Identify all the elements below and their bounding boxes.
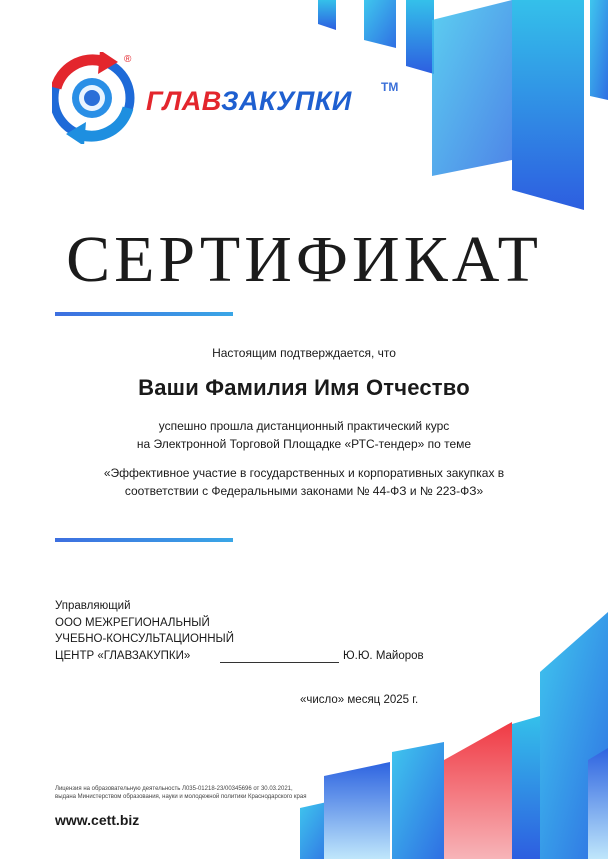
org-line-1: ООО МЕЖРЕГИОНАЛЬНЫЙ: [55, 617, 210, 629]
registered-mark: ®: [124, 54, 132, 65]
stripe-top-5: [512, 0, 584, 210]
course-line-1: успешно прошла дистанционный практический курс: [158, 419, 450, 433]
stripe-top-1: [318, 0, 336, 30]
divider-bottom: [55, 538, 233, 542]
recipient-name: Ваши Фамилия Имя Отчество: [138, 375, 470, 400]
topic-line-2: соответствии с Федеральными законами № 44-ФЗ и № 223-ФЗ»: [124, 484, 484, 498]
course-line-2: на Электронной Торговой Площадке «РТС-тендер» по теме: [136, 437, 472, 451]
stripe-top-2: [364, 0, 396, 48]
signer-role: Управляющий: [55, 600, 131, 612]
signature-line: [220, 662, 339, 663]
brand-name-part2: ЗАКУПКИ: [221, 86, 352, 116]
website-link[interactable]: www.cett.biz: [55, 812, 140, 828]
stripe-bottom-4: [512, 716, 540, 859]
issue-date: «число» месяц 2025 г.: [300, 694, 419, 706]
divider-top: [55, 312, 233, 316]
confirm-text: Настоящим подтверждается, что: [212, 346, 396, 360]
stripe-bottom-2: [324, 762, 390, 859]
license-line-2: выдана Министерством образования, науки и молодежной политики Краснодарского края: [55, 794, 307, 800]
signer-name: Ю.Ю. Майоров: [343, 650, 424, 662]
stripe-top-6: [590, 0, 608, 100]
org-line-2: УЧЕБНО-КОНСУЛЬТАЦИОННЫЙ: [55, 633, 234, 645]
stripe-bottom-3: [392, 742, 444, 859]
brand-name: [146, 86, 352, 117]
org-line-3: ЦЕНТР «ГЛАВЗАКУПКИ»: [55, 650, 191, 662]
trademark-mark: TM: [381, 80, 399, 94]
stripe-top-4: [432, 0, 512, 176]
certificate-title: СЕРТИФИКАТ: [66, 223, 542, 296]
license-line-1: Лицензия на образовательную деятельность Л035-01218-23/00345696 от 30.03.2021,: [55, 786, 293, 792]
stripe-bottom-6: [588, 748, 608, 859]
stripe-bottom-red: [444, 722, 512, 859]
topic-line-1: «Эффективное участие в государственных и корпоративных закупках в: [103, 466, 505, 480]
brand-name-part1: ГЛАВ: [146, 86, 222, 116]
